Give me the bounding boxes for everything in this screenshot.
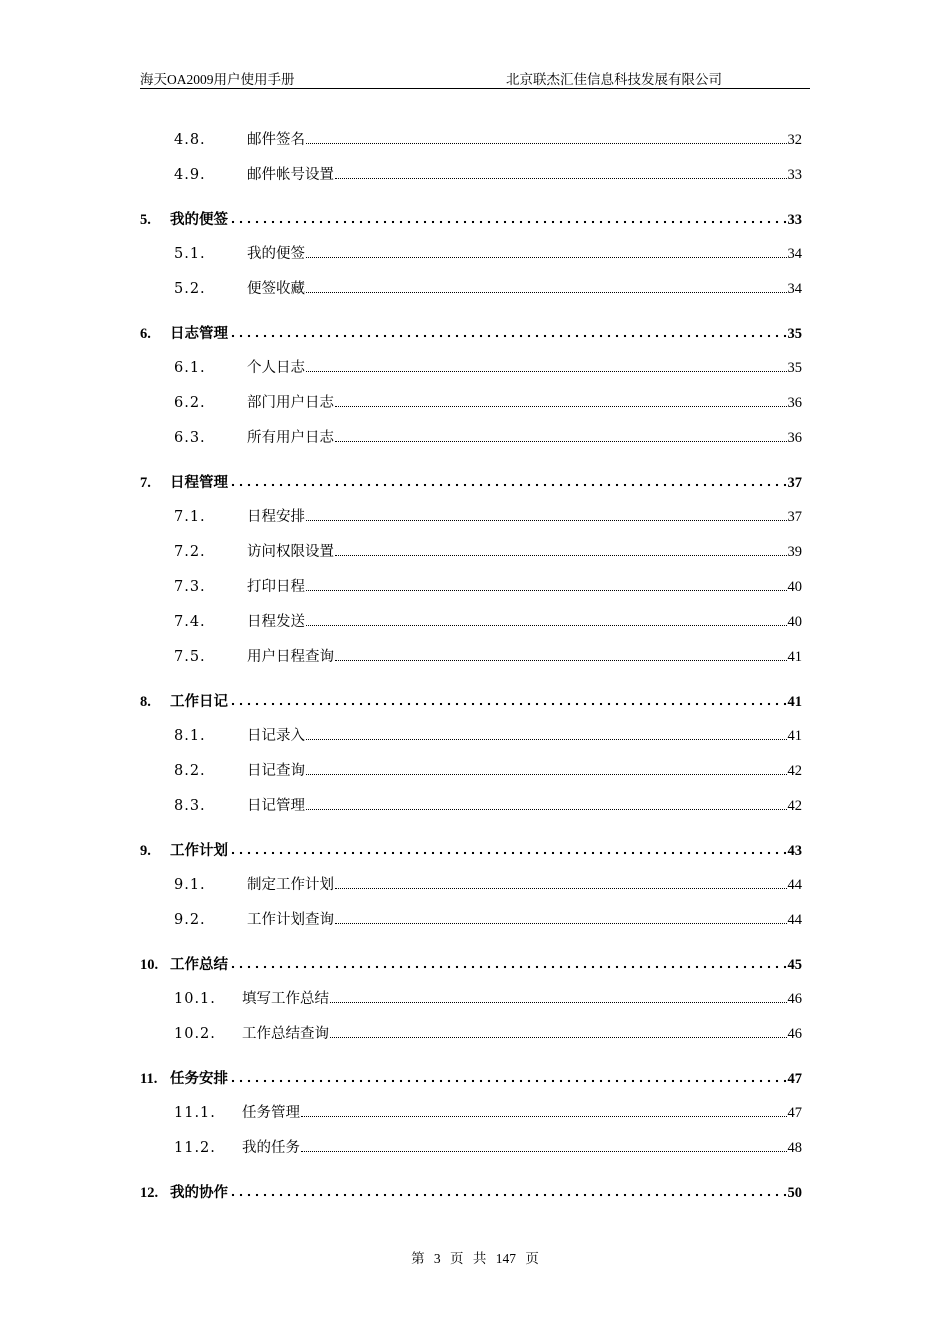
toc-entry-title: 工作计划查询 <box>247 912 334 928</box>
toc-entry-page-number: 46 <box>787 991 802 1007</box>
toc-dot-leader <box>306 612 787 626</box>
toc-dot-leader <box>335 165 787 179</box>
toc-entry[interactable] <box>140 1022 802 1042</box>
toc-dot-leader <box>229 692 787 706</box>
toc-entry-title: 日志管理 <box>170 326 228 342</box>
page-footer: 第 3 页 共 147 页 <box>411 1251 539 1266</box>
toc-entry-title: 日记查询 <box>247 763 305 779</box>
toc-entry-page-number: 41 <box>787 728 802 744</box>
toc-entry[interactable] <box>140 426 802 446</box>
toc-entry[interactable] <box>140 356 802 376</box>
toc-entry[interactable] <box>140 908 802 928</box>
toc-dot-leader <box>306 761 787 775</box>
toc-entry-page-number: 44 <box>787 912 802 928</box>
toc-entry-number: 6. <box>140 326 151 342</box>
header-document-title: 海天OA2009用户使用手册 <box>140 72 295 87</box>
toc-entry-page-number: 35 <box>787 360 802 376</box>
toc-entry-number: 11. <box>140 1071 158 1087</box>
toc-entry[interactable] <box>140 1101 802 1121</box>
toc-entry-page-number: 48 <box>787 1140 802 1156</box>
toc-entry-title: 我的便签 <box>170 212 228 228</box>
toc-entry-title: 任务管理 <box>242 1105 300 1121</box>
toc-dot-leader <box>301 1138 787 1152</box>
toc-entry-number: 6.1. <box>174 360 206 376</box>
toc-dot-leader <box>229 324 787 338</box>
toc-entry[interactable] <box>140 128 802 148</box>
toc-entry-title: 日记管理 <box>247 798 305 814</box>
toc-entry-number: 4.9. <box>174 167 206 183</box>
toc-entry-number: 11.2. <box>174 1140 216 1156</box>
toc-entry-number: 6.3. <box>174 430 206 446</box>
toc-entry-page-number: 45 <box>787 957 802 973</box>
toc-entry-number: 5.2. <box>174 281 206 297</box>
toc-entry-title: 便签收藏 <box>247 281 305 297</box>
toc-entry-title: 邮件签名 <box>247 132 305 148</box>
toc-entry-title: 工作日记 <box>170 694 228 710</box>
toc-entry-page-number: 44 <box>787 877 802 893</box>
toc-entry-number: 7.5. <box>174 649 206 665</box>
toc-entry-page-number: 33 <box>787 212 802 228</box>
toc-entry[interactable] <box>140 322 802 342</box>
toc-entry-page-number: 40 <box>787 579 802 595</box>
toc-dot-leader <box>335 393 787 407</box>
toc-entry-page-number: 36 <box>787 430 802 446</box>
toc-entry-page-number: 32 <box>787 132 802 148</box>
toc-entry[interactable] <box>140 987 802 1007</box>
toc-entry-title: 部门用户日志 <box>247 395 334 411</box>
toc-entry-title: 我的任务 <box>242 1140 300 1156</box>
toc-dot-leader <box>335 542 787 556</box>
toc-entry-number: 8.3. <box>174 798 206 814</box>
toc-entry[interactable] <box>140 540 802 560</box>
toc-entry[interactable] <box>140 208 802 228</box>
toc-dot-leader <box>306 507 787 521</box>
toc-entry-number: 5. <box>140 212 151 228</box>
toc-entry-number: 7.3. <box>174 579 206 595</box>
toc-entry[interactable] <box>140 242 802 262</box>
toc-entry[interactable] <box>140 873 802 893</box>
toc-entry-page-number: 37 <box>787 475 802 491</box>
toc-entry-number: 8. <box>140 694 151 710</box>
toc-entry[interactable] <box>140 953 802 973</box>
toc-dot-leader <box>229 1069 787 1083</box>
toc-entry-page-number: 43 <box>787 843 802 859</box>
toc-entry-number: 10.2. <box>174 1026 216 1042</box>
toc-entry-title: 填写工作总结 <box>242 991 329 1007</box>
toc-entry[interactable] <box>140 1067 802 1087</box>
toc-entry-page-number: 47 <box>787 1071 802 1087</box>
toc-entry-number: 4.8. <box>174 132 206 148</box>
toc-entry[interactable] <box>140 645 802 665</box>
toc-entry-number: 9.2. <box>174 912 206 928</box>
toc-entry[interactable] <box>140 1136 802 1156</box>
toc-entry-page-number: 42 <box>787 763 802 779</box>
toc-entry-page-number: 47 <box>787 1105 802 1121</box>
toc-entry[interactable] <box>140 610 802 630</box>
toc-entry-title: 访问权限设置 <box>247 544 334 560</box>
toc-entry[interactable] <box>140 839 802 859</box>
toc-dot-leader <box>335 647 787 661</box>
toc-entry-title: 我的协作 <box>170 1185 228 1201</box>
toc-entry-page-number: 41 <box>787 694 802 710</box>
toc-entry-title: 制定工作计划 <box>247 877 334 893</box>
toc-dot-leader <box>229 841 787 855</box>
toc-dot-leader <box>229 1183 787 1197</box>
toc-dot-leader <box>301 1103 787 1117</box>
toc-entry-title: 工作总结查询 <box>242 1026 329 1042</box>
toc-entry[interactable] <box>140 759 802 779</box>
toc-entry-title: 所有用户日志 <box>247 430 334 446</box>
toc-entry-title: 用户日程查询 <box>247 649 334 665</box>
toc-entry[interactable] <box>140 163 802 183</box>
toc-entry-page-number: 35 <box>787 326 802 342</box>
toc-entry-number: 8.2. <box>174 763 206 779</box>
toc-dot-leader <box>306 796 787 810</box>
toc-entry-number: 10.1. <box>174 991 216 1007</box>
toc-entry-page-number: 39 <box>787 544 802 560</box>
toc-entry-title: 我的便签 <box>247 246 305 262</box>
toc-entry-page-number: 34 <box>787 246 802 262</box>
toc-entry-title: 日记录入 <box>247 728 305 744</box>
toc-entry-page-number: 36 <box>787 395 802 411</box>
toc-entry-number: 7.4. <box>174 614 206 630</box>
toc-dot-leader <box>330 1024 787 1038</box>
toc-entry-number: 6.2. <box>174 395 206 411</box>
toc-entry-number: 7.2. <box>174 544 206 560</box>
toc-entry-title: 个人日志 <box>247 360 305 376</box>
toc-entry-page-number: 50 <box>787 1185 802 1201</box>
toc-entry-page-number: 41 <box>787 649 802 665</box>
toc-entry-number: 11.1. <box>174 1105 216 1121</box>
toc-dot-leader <box>306 130 787 144</box>
toc-entry-title: 日程管理 <box>170 475 228 491</box>
toc-entry-title: 任务安排 <box>170 1071 228 1087</box>
toc-entry-number: 7. <box>140 475 151 491</box>
toc-dot-leader <box>306 726 787 740</box>
toc-entry-number: 9.1. <box>174 877 206 893</box>
toc-dot-leader <box>306 358 787 372</box>
toc-entry[interactable] <box>140 575 802 595</box>
toc-entry-page-number: 34 <box>787 281 802 297</box>
toc-entry-number: 8.1. <box>174 728 206 744</box>
toc-entry[interactable] <box>140 794 802 814</box>
toc-entry-title: 打印日程 <box>247 579 305 595</box>
toc-dot-leader <box>229 473 787 487</box>
toc-entry-title: 邮件帐号设置 <box>247 167 334 183</box>
toc-entry-number: 12. <box>140 1185 159 1201</box>
toc-entry-page-number: 46 <box>787 1026 802 1042</box>
toc-dot-leader <box>335 428 787 442</box>
toc-entry-title: 日程发送 <box>247 614 305 630</box>
toc-entry[interactable] <box>140 505 802 525</box>
toc-entry[interactable] <box>140 690 802 710</box>
toc-entry-page-number: 33 <box>787 167 802 183</box>
toc-entry-number: 9. <box>140 843 151 859</box>
toc-entry-number: 10. <box>140 957 159 973</box>
toc-entry[interactable] <box>140 391 802 411</box>
toc-entry-number: 7.1. <box>174 509 206 525</box>
toc-dot-leader <box>330 989 787 1003</box>
toc-entry-title: 日程安排 <box>247 509 305 525</box>
toc-dot-leader <box>306 577 787 591</box>
toc-dot-leader <box>229 955 787 969</box>
toc-dot-leader <box>335 875 787 889</box>
toc-entry-page-number: 40 <box>787 614 802 630</box>
toc-dot-leader <box>306 244 787 258</box>
toc-entry-page-number: 37 <box>787 509 802 525</box>
toc-entry[interactable] <box>140 1181 802 1201</box>
toc-entry-page-number: 42 <box>787 798 802 814</box>
toc-entry[interactable] <box>140 724 802 744</box>
toc-entry-title: 工作计划 <box>170 843 228 859</box>
header-company-name: 北京联杰汇佳信息科技发展有限公司 <box>506 72 722 87</box>
toc-entry[interactable] <box>140 277 802 297</box>
toc-dot-leader <box>335 910 787 924</box>
toc-entry-number: 5.1. <box>174 246 206 262</box>
toc-dot-leader <box>229 210 787 224</box>
toc-entry-title: 工作总结 <box>170 957 228 973</box>
toc-dot-leader <box>306 279 787 293</box>
toc-entry[interactable] <box>140 471 802 491</box>
